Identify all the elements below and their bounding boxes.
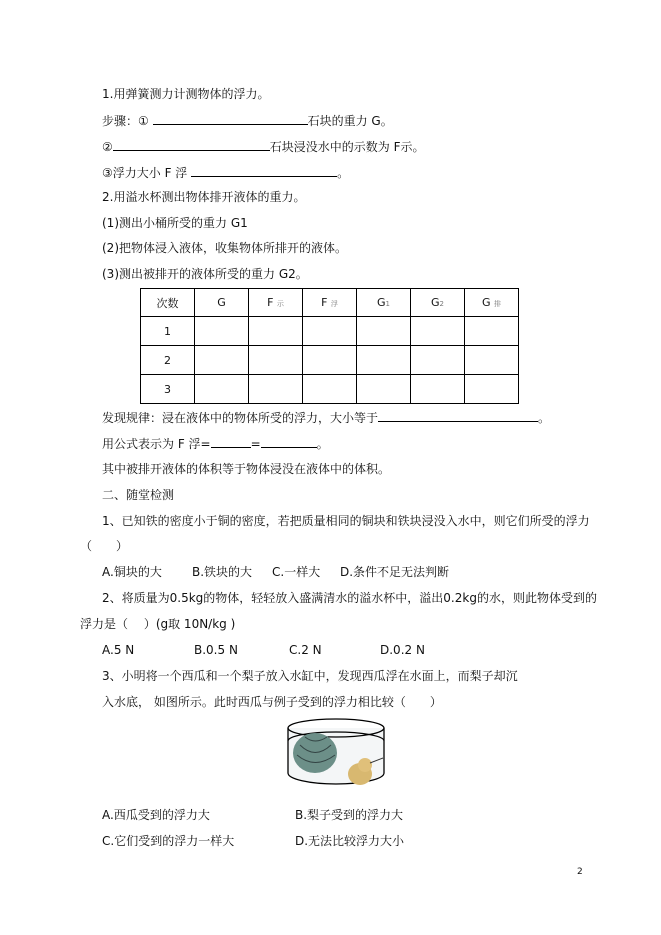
formula-eq: = [250,437,261,451]
cell[interactable] [411,317,465,346]
cell[interactable] [195,317,249,346]
header-cell: G2 [411,289,465,317]
q3-text2: 入水底， 如图所示。此时西瓜与例子受到的浮力相比较（ ） [102,695,442,709]
cell[interactable] [411,346,465,375]
part2-step3: (3)测出被排开的液体所受的重力 G2。 [102,267,308,281]
q3-option-a[interactable]: A.西瓜受到的浮力大 [102,808,210,822]
step1-prefix: 步骤：① [102,114,149,128]
step3-prefix: ③浮力大小 F 浮 [102,166,188,180]
cell[interactable] [195,346,249,375]
formula-line [102,435,329,452]
rule-blank[interactable] [378,409,538,422]
q1-option-b[interactable]: B.铁块的大 [192,565,253,579]
step2-suffix: 石块浸没水中的示数为 F示。 [269,140,425,154]
cell[interactable] [249,346,303,375]
cell[interactable] [357,317,411,346]
row-number: 3 [141,375,195,404]
part1-title: 1.用弹簧测力计测物体的浮力。 [102,87,270,101]
cell[interactable] [357,346,411,375]
q1-option-d[interactable]: D.条件不足无法判断 [340,565,450,579]
cell[interactable] [249,375,303,404]
rule-suffix: 。 [538,411,551,425]
header-cell: 次数 [141,289,195,317]
cell[interactable] [465,375,519,404]
step3 [102,164,349,181]
note: 其中被排开液体的体积等于物体浸没在液体中的体积。 [102,462,391,476]
q1-paren: （ ） [80,539,129,553]
header-cell: G [195,289,249,317]
step2-blank[interactable] [113,138,270,151]
table-row [141,346,519,375]
header-cell: F 示 [249,289,303,317]
q2-option-d[interactable]: D.0.2 N [380,643,425,657]
q2-option-a[interactable]: A.5 N [102,643,135,657]
q3-option-b[interactable]: B.梨子受到的浮力大 [295,808,404,822]
q2-option-c[interactable]: C.2 N [289,643,322,657]
part2-title: 2.用溢水杯测出物体排开液体的重力。 [102,190,306,204]
step1-suffix: 石块的重力 G。 [307,114,393,128]
table-header-row [141,289,519,317]
cell[interactable] [465,317,519,346]
tank-figure [285,715,390,790]
header-cell: F 浮 [303,289,357,317]
cell[interactable] [411,375,465,404]
cell[interactable] [195,375,249,404]
rule-line [102,409,550,426]
step1-blank[interactable] [153,112,308,125]
step3-suffix: 。 [337,166,350,180]
formula-blank-2[interactable] [261,435,317,448]
header-cell: G 排 [465,289,519,317]
part2-step1: (1)测出小桶所受的重力 G1 [102,216,248,230]
q3-option-d[interactable]: D.无法比较浮力大小 [295,834,405,848]
cell[interactable] [249,317,303,346]
q2-option-b[interactable]: B.0.5 N [194,643,238,657]
page-number: 2 [577,867,583,877]
data-table [140,288,519,404]
q2-text: 2、将质量为0.5kg的物体，轻轻放入盛满清水的溢水杯中，溢出0.2kg的水，则此物体受到的 [102,591,597,605]
step1 [102,112,393,129]
q1-option-a[interactable]: A.铜块的大 [102,565,162,579]
cell[interactable] [465,346,519,375]
cell[interactable] [357,375,411,404]
step2-prefix: ② [102,140,113,154]
cell[interactable] [303,375,357,404]
q2-text2: 浮力是（ ）(g取 10N/kg ) [80,617,236,631]
q1-text: 1、已知铁的密度小于铜的密度，若把质量相同的铜块和铁块浸没入水中，则它们所受的浮力 [102,514,590,528]
header-cell: G1 [357,289,411,317]
q3-text: 3、小明将一个西瓜和一个梨子放入水缸中，发现西瓜浮在水面上，而梨子却沉 [102,669,518,683]
formula-prefix: 用公式表示为 F 浮= [102,437,211,451]
table-row [141,375,519,404]
row-number: 2 [141,346,195,375]
step3-blank[interactable] [191,164,337,177]
formula-suffix: 。 [316,437,329,451]
part2-step2: (2)把物体浸入液体，收集物体所排开的液体。 [102,241,347,255]
cell[interactable] [303,346,357,375]
table-row [141,317,519,346]
rule-prefix: 发现规律：浸在液体中的物体所受的浮力，大小等于 [102,411,379,425]
step2 [102,138,424,155]
section2-title: 二、随堂检测 [102,488,175,502]
q1-option-c[interactable]: C.一样大 [272,565,321,579]
row-number: 1 [141,317,195,346]
cell[interactable] [303,317,357,346]
formula-blank-1[interactable] [211,435,251,448]
q3-option-c[interactable]: C.它们受到的浮力一样大 [102,834,235,848]
